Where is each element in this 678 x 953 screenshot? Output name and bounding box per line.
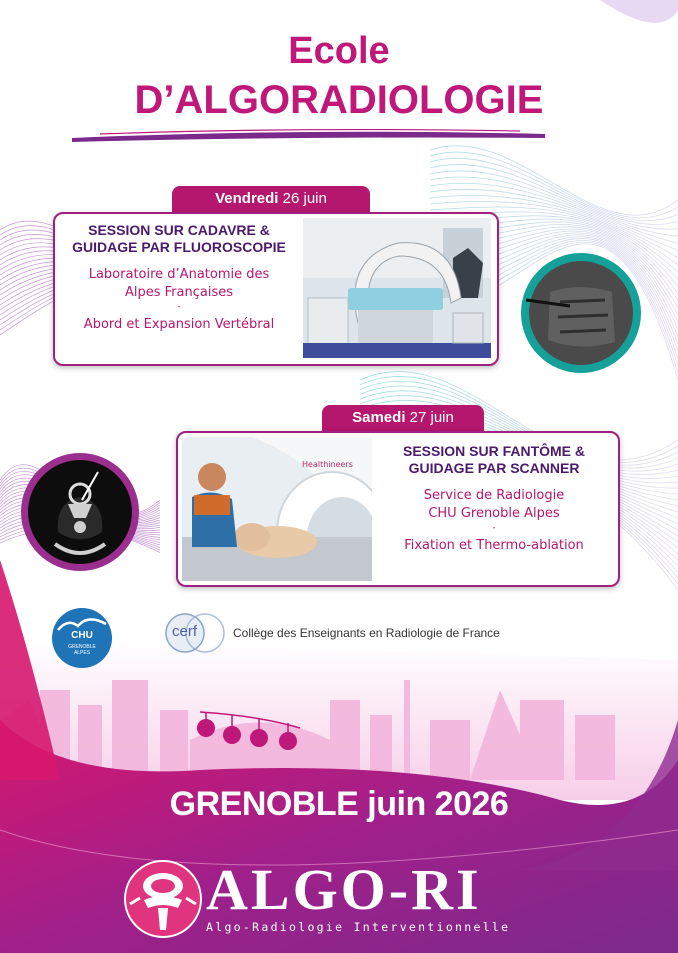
title-line2: D’ALGORADIOLOGIE [134, 78, 544, 122]
session-1-day-tab [172, 186, 370, 212]
fluoroscopy-lab-photo [303, 218, 491, 358]
brand-tagline: Algo-Radiologie Interventionnelle [206, 920, 511, 934]
ct-scanner-photo [182, 437, 372, 581]
title-line1: Ecole [288, 30, 390, 72]
session-2-place-line2: CHU Grenoble Alpes [428, 506, 560, 521]
chu-logo-sub-line1: GRENOBLE [68, 644, 96, 650]
fluoroscopy-image-circle [520, 252, 642, 374]
session-2-separator: - [492, 523, 496, 533]
session-2-date: 27 juin [409, 409, 454, 426]
svg-text:Healthineers: Healthineers [302, 460, 353, 469]
session-1-title-line2: GUIDAGE PAR FLUOROSCOPIE [72, 239, 286, 255]
session-2-place-line1: Service de Radiologie [423, 488, 565, 503]
session-1-day: Vendredi [215, 190, 279, 207]
session-1-title-line1: SESSION SUR CADAVRE & [88, 222, 270, 238]
session-2-title-line2: GUIDAGE PAR SCANNER [408, 460, 580, 476]
location-banner: GRENOBLE juin 2026 [169, 785, 509, 823]
session-1-place-line1: Laboratoire d’Anatomie des [88, 267, 270, 282]
ct-scan-image-circle [20, 452, 140, 572]
session-1-date: 26 juin [282, 190, 327, 207]
vertebra-logo-icon [122, 858, 204, 940]
session-2-title-line1: SESSION SUR FANTÔME & [402, 443, 586, 459]
session-1-topic: Abord et Expansion Vertébral [83, 317, 275, 332]
chu-logo-name: CHU [71, 630, 93, 641]
session-2-day-tab [322, 405, 484, 431]
session-2-topic: Fixation et Thermo-ablation [404, 538, 584, 553]
brand-name: ALGO-RI [206, 857, 482, 922]
session-1-separator: - [177, 302, 181, 312]
cerf-name: Collège des Enseignants en Radiologie de France [233, 626, 500, 640]
cerf-logo-abbr: cerf [172, 623, 198, 640]
chu-logo-sub-line2: ALPES [73, 650, 91, 656]
session-1-place-line2: Alpes Françaises [124, 285, 233, 300]
session-1-card [53, 212, 499, 366]
session-2-day: Samedi [352, 409, 406, 426]
session-2-card [176, 431, 620, 587]
